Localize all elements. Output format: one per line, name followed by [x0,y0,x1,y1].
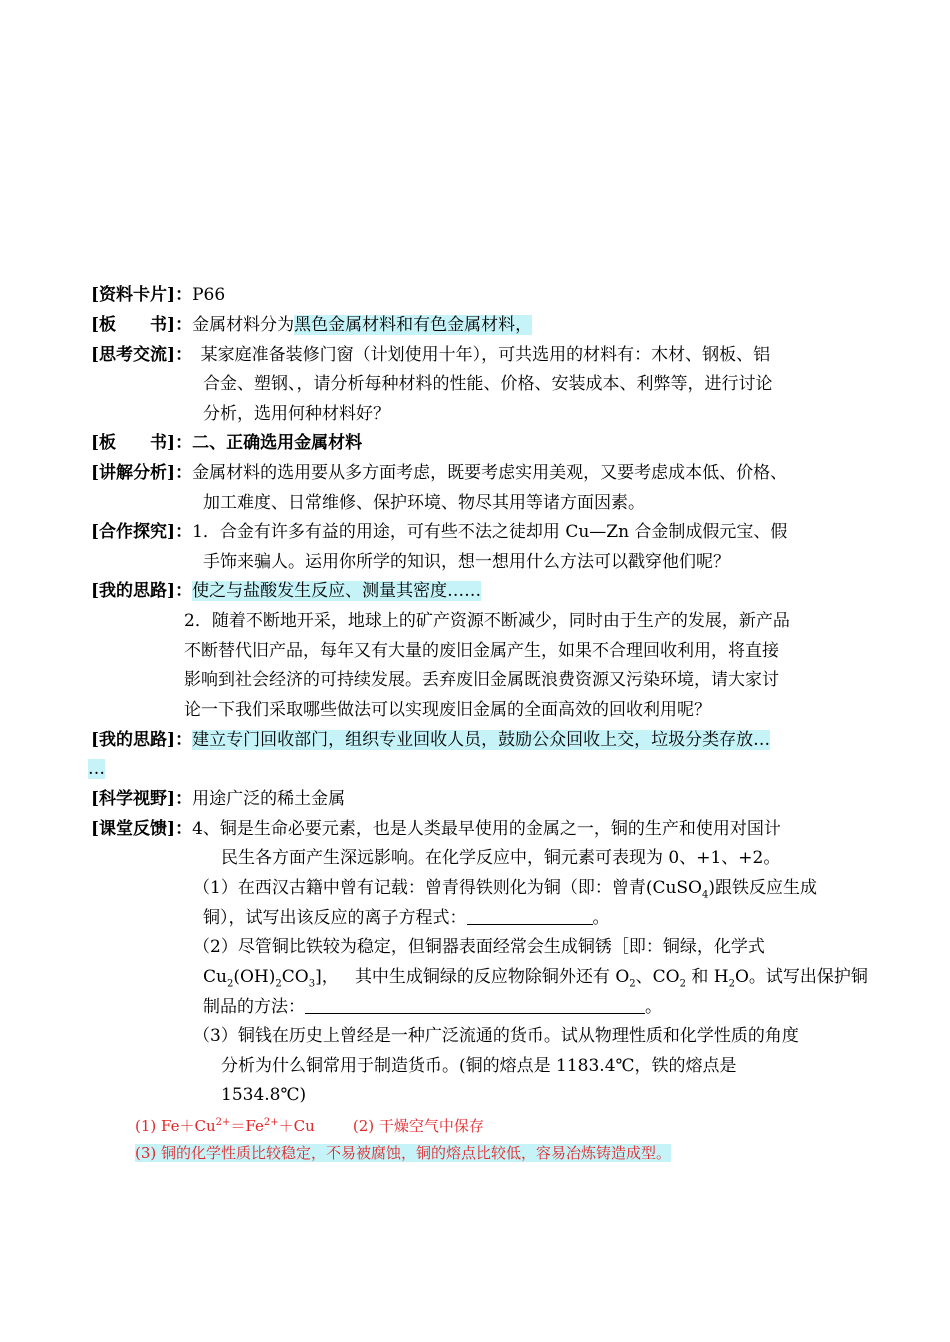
section-label: [讲解分析]： [91,463,193,483]
feedback-line-1 [91,819,781,839]
subscript: 2 [226,978,234,990]
q2-text: 。 [645,997,662,1017]
section-label: [我的思路]： [91,581,193,601]
formula-text: Cu [203,967,227,987]
q2-text: 制品的方法： [203,997,305,1017]
q1-text: （1）在西汉古籍中曾有记载：曾青得铁则化为铜（即：曾青(CuSO [193,878,702,898]
explore-text: 1．合金有许多有益的用途，可有些不法之徒却用 Cu—Zn 合金制成假元宝、假 [192,522,788,542]
material-card-line [91,285,225,305]
explore-line-1 [91,522,787,542]
section-label: [课堂反馈]： [91,819,193,839]
analysis-line-2: 加工难度、日常维修、保护环境、物尽其用等诸方面因素。 [203,493,645,513]
analysis-text: 金属材料的选用要从多方面考虑，既要考虑实用美观，又要考虑成本低、价格、 [192,463,788,483]
highlighted-text: 建立专门回收部门，组织专业回收人员，鼓励公众回收上交，垃圾分类存放… [192,730,771,750]
idea-line-1 [91,581,481,601]
highlighted-text: … [88,759,105,779]
question2-line-4: 论一下我们采取哪些做法可以实现废旧金属的全面高效的回收利用呢？ [184,700,711,720]
think-text: 某家庭准备装修门窗（计划使用十年），可共选用的材料有：木材、钢板、铝 [183,345,771,365]
section-label: [资料卡片]： [91,285,193,305]
superscript: 2+ [215,1117,231,1128]
q2-text: O。试写出保护铜 [735,967,868,987]
answer-blank[interactable] [467,908,593,925]
answer-text: ＝Fe [230,1117,264,1135]
subscript: 2 [629,978,636,990]
subscript: 4 [702,889,709,901]
subscript: 2 [679,978,686,990]
answer-text: (2) 干燥空气中保存 [352,1117,484,1135]
idea-line-2-cont [88,759,105,779]
think-line-1 [91,345,770,365]
answer-line-2 [135,1143,671,1163]
section-label: [我的思路]： [91,730,193,750]
section-label: [板 书]： [91,433,193,453]
q2-text: 和 H [685,967,729,987]
feedback-text: 4、铜是生命必要元素，也是人类最早使用的金属之一，铜的生产和使用对国计 [192,819,781,839]
q2-line-1: （2）尽管铜比铁较为稳定，但铜器表面经常会生成铜锈［即：铜绿，化学式 [193,937,765,957]
q1-text: 。 [592,908,610,928]
q1-line-2 [203,908,610,928]
section-label: [合作探究]： [91,522,193,542]
answer-blank[interactable] [305,997,645,1014]
section-label: [科学视野]： [91,789,193,809]
superscript: 2+ [263,1117,279,1128]
subscript: 2 [728,978,735,990]
q2-text: 、CO [635,967,680,987]
highlighted-text: 使之与盐酸发生反应、测量其密度…… [192,581,482,601]
q2-line-3 [203,997,662,1017]
section-label: [板 书]： [91,315,193,335]
highlighted-answer: (3) 铜的化学性质比较稳定，不易被腐蚀，铜的熔点比较低，容易冶炼铸造成型。 [135,1144,672,1162]
q1-line-1 [193,878,818,901]
idea-line-2 [91,730,770,750]
material-card-text: P66 [192,285,226,305]
science-line [91,789,345,809]
q2-text: 其中生成铜绿的反应物除铜外还有 O [354,967,630,987]
think-line-2: 合金、塑钢、，请分析每种材料的性能、价格、安装成本、利弊等，进行讨论 [203,374,773,394]
q1-text: )跟铁反应生成 [708,878,818,898]
subscript: 3 [308,978,316,990]
q3-line-3: 1534.8℃) [221,1085,307,1105]
answer-line-1 [135,1116,484,1136]
think-line-3: 分析，选用何种材料好？ [203,404,390,424]
formula-text: ]， [315,967,339,987]
q2-line-2 [203,967,868,990]
formula-text: CO [281,967,309,987]
analysis-line-1 [91,463,787,483]
question2-line-3: 影响到社会经济的可持续发展。丢弃废旧金属既浪费资源又污染环境，请大家讨 [184,670,779,690]
answer-text: (1) Fe＋Cu [135,1117,216,1135]
q3-line-2: 分析为什么铜常用于制造货币。(铜的熔点是 1183.4℃，铁的熔点是 [221,1056,737,1076]
explore-line-2: 手饰来骗人。运用你所学的知识，想一想用什么方法可以戳穿他们呢？ [203,552,730,572]
science-text: 用途广泛的稀土金属 [192,789,346,809]
section-label: [思考交流]： [91,345,184,365]
board-line-2 [91,433,362,453]
feedback-line-2: 民生各方面产生深远影响。在化学反应中，铜元素可表现为 0、+1、+2。 [221,848,781,868]
subscript: 2 [275,978,282,990]
question2-line-1: 2．随着不断地开采，地球上的矿产资源不断减少，同时由于生产的发展，新产品 [184,611,790,631]
board-heading: 二、正确选用金属材料 [192,433,363,453]
q1-text: 铜），试写出该反应的离子方程式： [203,908,467,928]
answer-text: ＋Cu [278,1117,315,1135]
question2-line-2: 不断替代旧产品，每年又有大量的废旧金属产生，如果不合理回收利用，将直接 [184,641,779,661]
board-text: 金属材料分为 [192,315,295,335]
q3-line-1: （3）铜钱在历史上曾经是一种广泛流通的货币。试从物理性质和化学性质的角度 [193,1026,799,1046]
formula-text: (OH) [233,967,276,987]
board-line-1 [91,315,532,335]
highlighted-text: 黑色金属材料和有色金属材料， [294,315,533,335]
